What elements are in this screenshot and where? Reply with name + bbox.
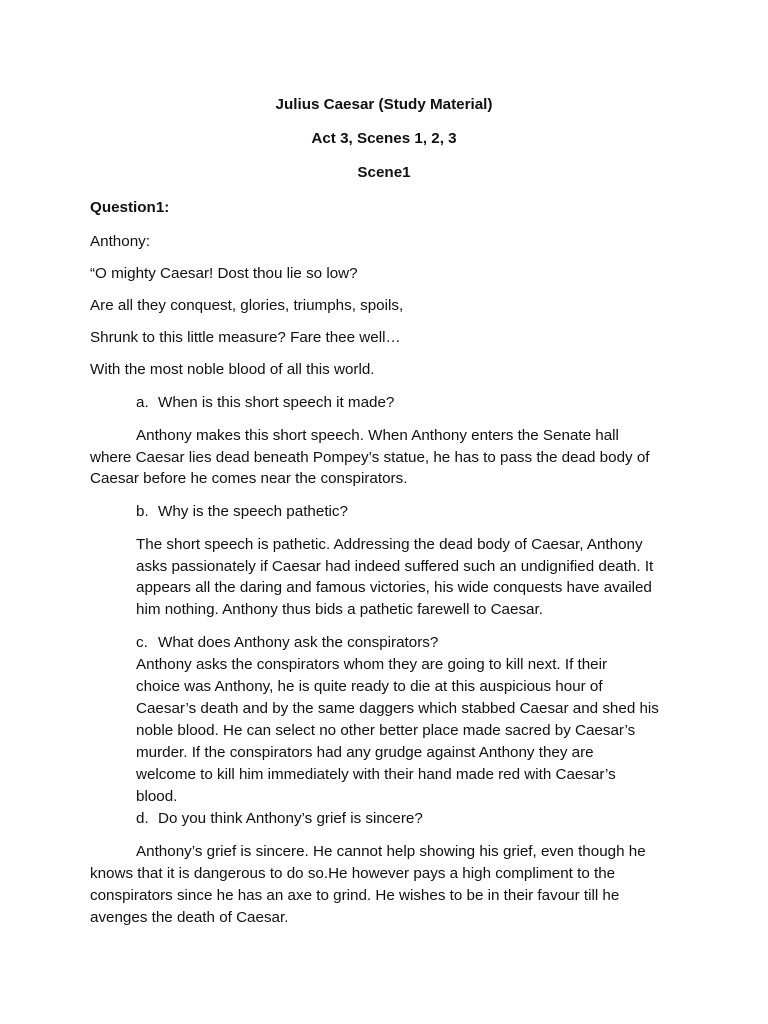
document-title: Julius Caesar (Study Material) — [275, 96, 493, 113]
quote-line: Shrunk to this little measure? Fare thee well… — [90, 329, 401, 346]
question-marker: b. — [136, 503, 149, 520]
answer-line: conspirators since he has an axe to grind. He wishes to be in their favour till he — [90, 887, 620, 904]
question-text: What does Anthony ask the conspirators? — [158, 634, 439, 651]
question-text: When is this short speech it made? — [158, 394, 395, 411]
answer-line: blood. — [136, 788, 178, 805]
answer-line: Caesar’s death and by the same daggers which stabbed Caesar and shed his — [136, 700, 659, 717]
answer-line: The short speech is pathetic. Addressing the dead body of Caesar, Anthony — [136, 536, 643, 553]
answer-line: avenges the death of Caesar. — [90, 909, 289, 926]
answer-line: him nothing. Anthony thus bids a pathetic farewell to Caesar. — [136, 601, 543, 618]
answer-line: choice was Anthony, he is quite ready to die at this auspicious hour of — [136, 678, 603, 695]
question-heading: Question1: — [90, 199, 170, 216]
scene-heading: Scene1 — [357, 164, 411, 181]
question-item — [136, 632, 438, 654]
answer-line: asks passionately if Caesar had indeed suffered such an undignified death. It — [136, 558, 654, 575]
question-marker: a. — [136, 394, 149, 411]
question-marker: d. — [136, 810, 149, 827]
question-item — [136, 808, 423, 830]
question-item — [136, 501, 348, 523]
answer-line: appears all the daring and famous victories, his wide conquests have availed — [136, 579, 652, 596]
answer-line: murder. If the conspirators had any grudge against Anthony they are — [136, 744, 594, 761]
question-text: Why is the speech pathetic? — [158, 503, 348, 520]
answer-line: where Caesar lies dead beneath Pompey’s statue, he has to pass the dead body of — [90, 449, 650, 466]
speaker-label: Anthony: — [90, 233, 150, 250]
question-marker: c. — [136, 634, 148, 651]
question-item — [136, 392, 394, 414]
document-subtitle: Act 3, Scenes 1, 2, 3 — [311, 130, 457, 147]
answer-line: Caesar before he comes near the conspirators. — [90, 470, 408, 487]
answer-line: welcome to kill him immediately with their hand made red with Caesar’s — [136, 766, 616, 783]
question-text: Do you think Anthony’s grief is sincere? — [158, 810, 423, 827]
answer-line: noble blood. He can select no other better place made sacred by Caesar’s — [136, 722, 636, 739]
quote-line: “O mighty Caesar! Dost thou lie so low? — [90, 265, 358, 282]
quote-line: With the most noble blood of all this world. — [90, 361, 375, 378]
answer-line: Anthony’s grief is sincere. He cannot help showing his grief, even though he — [136, 843, 646, 860]
quote-line: Are all they conquest, glories, triumphs, spoils, — [90, 297, 404, 314]
answer-line: knows that it is dangerous to do so.He however pays a high compliment to the — [90, 865, 616, 882]
answer-line: Anthony asks the conspirators whom they are going to kill next. If their — [136, 656, 608, 673]
answer-line: Anthony makes this short speech. When Anthony enters the Senate hall — [136, 427, 619, 444]
